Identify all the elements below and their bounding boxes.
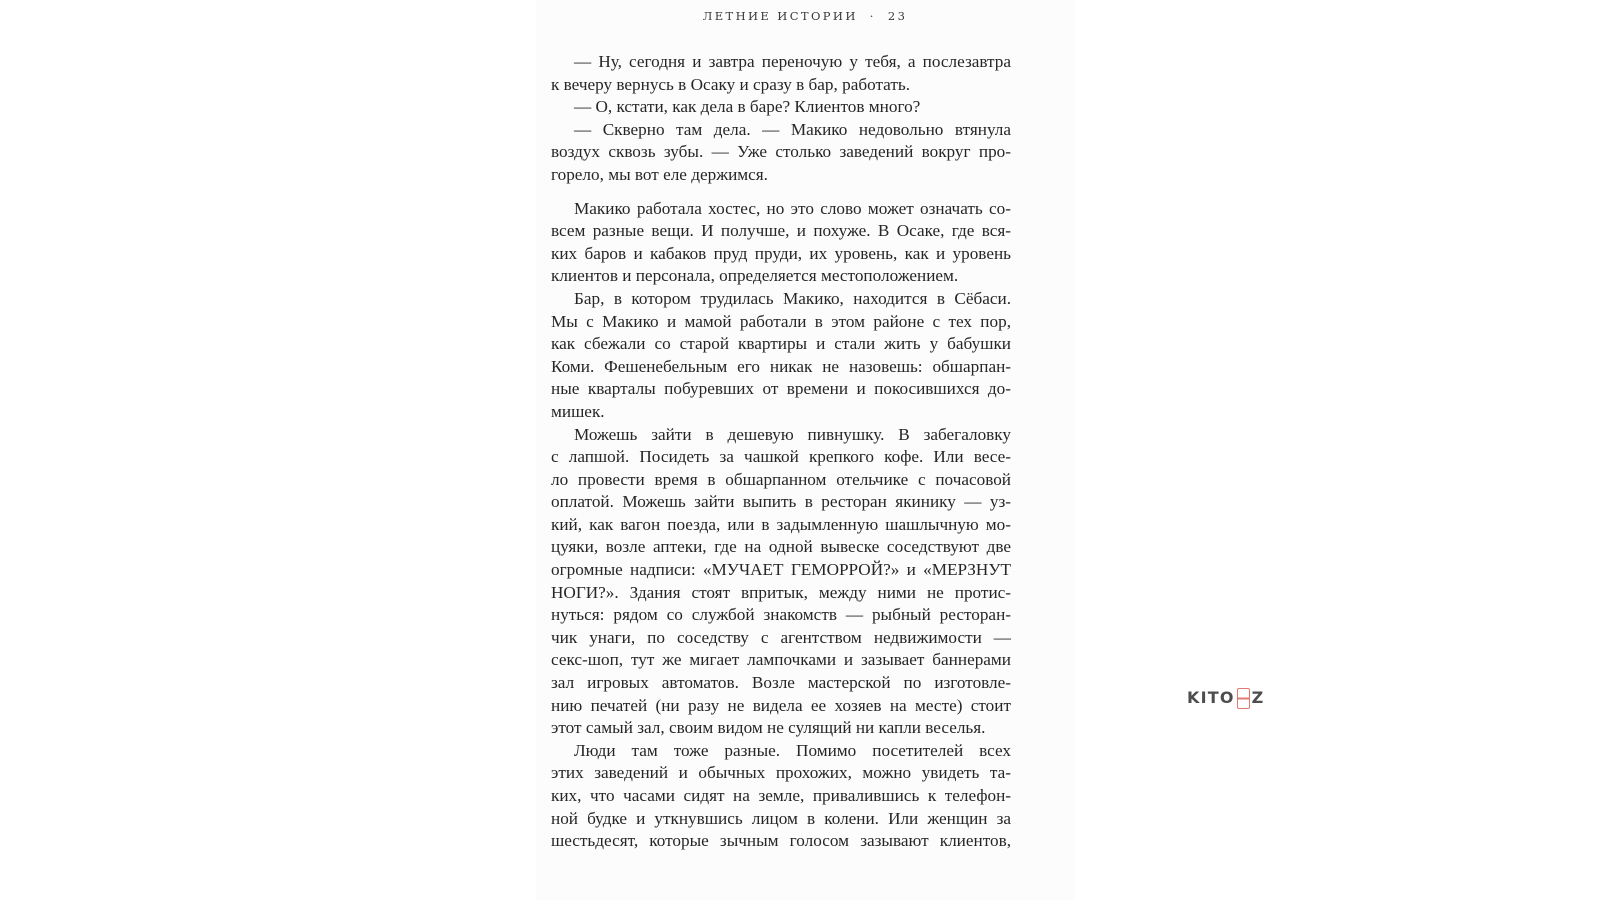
text-line: горело, мы вот еле держимся. [551,164,768,184]
text-line: НОГИ?». Здания стоят впритык, между ними не протис- [551,582,1011,602]
text-line: Люди там тоже разные. Помимо посетителей всех [574,740,1011,760]
text-line: секс-шоп, тут же мигает лампочками и зазывает баннерами [551,650,1011,670]
text-line: ло провести время в обшарпанном отельчике с почасовой [551,469,1011,489]
text-line: нуться: рядом со службой знакомств — рыбный ресторан- [551,605,1011,625]
text-line: ной будке и уткнувшись лицом в колени. Или женщин за [551,808,1011,828]
text-line: воздух сквозь зубы. — Уже столько заведений вокруг про- [551,142,1011,162]
watermark-text-left: KITO [1187,688,1235,707]
paragraph-gap [551,187,1011,198]
text-line: — Скверно там дела. — Макико недовольно втянула [574,119,1011,139]
text-line: — О, кстати, как дела в баре? Клиентов много? [574,97,921,117]
text-line: ких, что часами сидят на земле, привалившись к телефон- [551,786,1011,805]
text-line: этих заведений и обычных прохожих, можно увидеть та- [551,763,1011,783]
text-line: чик унаги, по соседству с агентством недвижимости — [551,627,1011,647]
text-line: ные кварталы побуревших от времени и покосившихся до- [551,379,1011,399]
text-line: к вечеру вернусь в Осаку и сразу в бар, работать. [551,74,910,94]
text-line: Мы с Макико и мамой работали в этом районе с тех пор, [551,311,1011,331]
text-line: цуяки, возле аптеки, где на одной вывеске соседствуют две [551,537,1011,557]
watermark-text-right: Z [1251,688,1265,707]
text-line: всем разные вещи. И получше, и похуже. В Осаке, где вся- [551,221,1011,241]
watermark-logo-icon [1237,688,1250,709]
text-line: огромные надписи: «МУЧАЕТ ГЕМОРРОЙ?» и «МЕРЗНУТ [551,560,1011,580]
text-line: как сбежали со старой квартиры и стали жить у бабушки [551,334,1011,354]
text-line: оплатой. Можешь зайти выпить в ресторан якинику — уз- [551,492,1011,512]
book-page [536,0,1074,900]
text-line: кий, как вагон поезда, или в задымленную шашлычную мо- [551,514,1011,534]
text-line: шестьдесят, которые зычным голосом зазывают клиентов, [551,831,1011,851]
page-number: 23 [887,9,908,23]
header-separator: · [869,9,876,23]
text-line: мишек. [551,401,605,421]
text-line: Можешь зайти в дешевую пивнушку. В забегаловку [574,424,1011,444]
watermark-logo [1187,687,1264,708]
text-line: нию печатей (ни разу не видела ее хозяев на месте) стоит [551,695,1011,715]
text-line: Коми. Фешенебельным его никак не назовешь: обшарпан- [551,356,1011,376]
text-line: ких баров и кабаков пруд пруди, их уровень, как и уровень [551,243,1011,263]
text-line: клиентов и персонала, определяется местоположением. [551,266,959,286]
page-body-text [551,51,1011,853]
text-line: Бар, в котором трудилась Макико, находится в Сёбаси. [574,288,1011,308]
running-header [536,9,1074,23]
text-line: зал игровых автоматов. Возле мастерской по изготовле- [551,673,1011,693]
running-title: ЛЕТНИЕ ИСТОРИИ [702,9,858,23]
text-line: — Ну, сегодня и завтра переночую у тебя, а послезавтра [574,52,1011,71]
text-line: этот самый зал, своим видом не сулящий ни капли веселья. [551,718,986,738]
text-line: Макико работала хостес, но это слово может означать со- [574,198,1011,218]
text-line: с лапшой. Посидеть за чашкой крепкого кофе. Или весе- [551,447,1011,467]
